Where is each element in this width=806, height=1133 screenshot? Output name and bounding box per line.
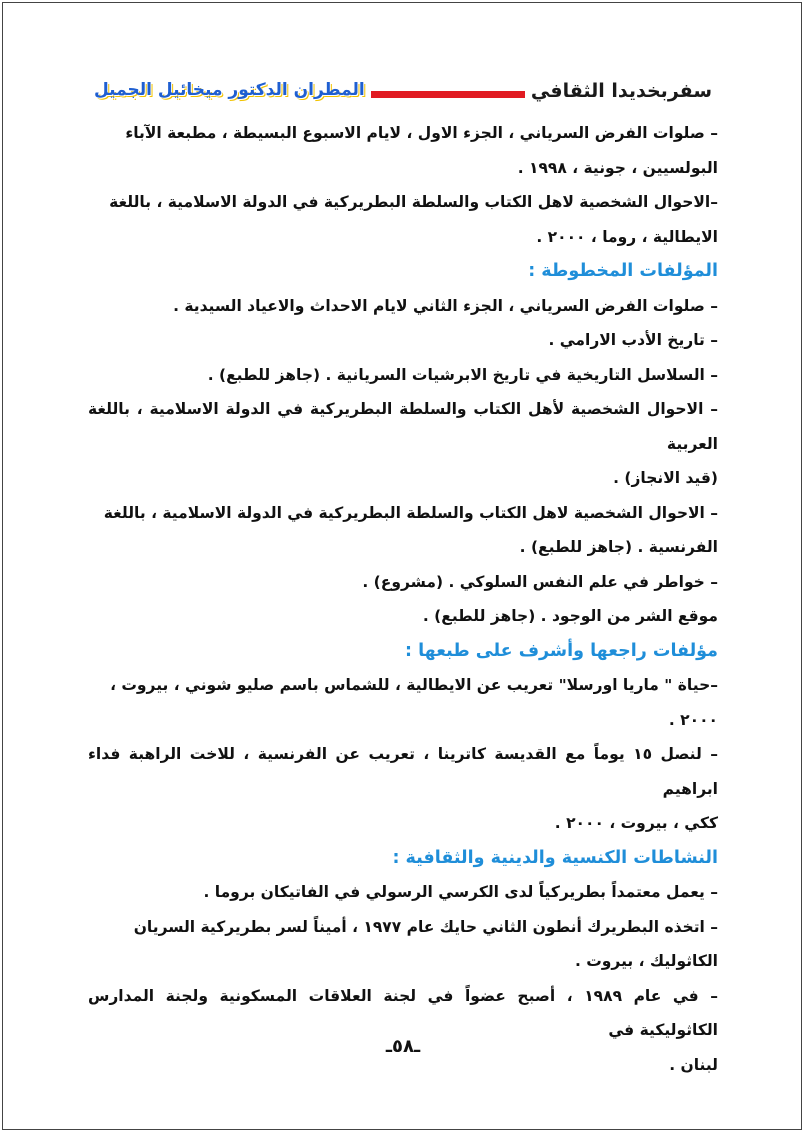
text-line: موقع الشر من الوجود . (جاهز للطبع) .	[422, 607, 718, 625]
page-number: ـ٥٨ـ	[385, 1036, 421, 1057]
section-heading-reviewed-works: مؤلفات راجعها وأشرف على طبعها :	[404, 640, 718, 661]
text-line: – الاحوال الشخصية لأهل الكتاب والسلطة البطريركية في الدولة الاسلامية ، باللغة العربية	[88, 400, 718, 453]
text-line: – تاريخ الأدب الارامي .	[548, 331, 718, 349]
text-line: – يعمل معتمداً بطريركياً لدى الكرسي الرسولي في الفاتيكان بروما .	[203, 883, 718, 901]
page-content	[88, 116, 718, 1082]
text-line: الفرنسية . (جاهز للطبع) .	[519, 538, 718, 556]
text-line: – صلوات الفرض السرياني ، الجزء الثاني لايام الاحداث والاعياد السيدية .	[173, 296, 718, 315]
text-line: – الاحوال الشخصية لاهل الكتاب والسلطة البطريركية في الدولة الاسلامية ، باللغة	[103, 503, 718, 522]
page-header	[88, 82, 718, 106]
text-line: ٢٠٠٠ .	[668, 710, 718, 729]
section-heading-activities: النشاطات الكنسية والدينية والثقافية :	[392, 847, 718, 868]
text-line: – خواطر في علم النفس السلوكي . (مشروع) .	[362, 572, 718, 591]
text-line: – صلوات الفرض السرياني ، الجزء الاول ، لايام الاسبوع البسيطة ، مطبعة الآباء	[125, 124, 718, 142]
text-line: ككي ، بيروت ، ٢٠٠٠ .	[554, 814, 718, 832]
text-line: – لنصل ١٥ يوماً مع القديسة كاترينا ، تعريب عن الفرنسية ، للاخت الراهبة فداء ابراهيم	[88, 745, 718, 798]
text-line: لبنان .	[669, 1055, 718, 1074]
text-line: –الاحوال الشخصية لاهل الكتاب والسلطة البطريركية في الدولة الاسلامية ، باللغة	[109, 193, 718, 211]
text-line: (قيد الانجاز) .	[613, 469, 718, 487]
text-line: البولسيين ، جونية ، ١٩٩٨ .	[517, 158, 718, 177]
section-heading-manuscripts: المؤلفات المخطوطة :	[528, 261, 718, 281]
text-line: الكاثوليك ، بيروت .	[574, 952, 718, 970]
text-line: الايطالية ، روما ، ٢٠٠٠ .	[536, 227, 718, 246]
text-line: – السلاسل التاريخية في تاريخ الابرشيات السريانية . (جاهز للطبع) .	[207, 365, 718, 384]
text-line: –حياة " ماريا اورسلا" تعريب عن الايطالية ، للشماس باسم صليو شوني ، بيروت ،	[110, 676, 718, 694]
header-book-title: سفربخديدا الثقافي	[525, 80, 718, 102]
text-line: – في عام ١٩٨٩ ، أصبح عضواً في لجنة العلاقات المسكونية ولجنة المدارس الكاثوليكية في	[88, 986, 718, 1039]
text-line: – اتخذه البطريرك أنطون الثاني حايك عام ١٩٧٧ ، أميناً لسر بطريركية السريان	[133, 917, 718, 936]
header-author-name: المطران الدكتور ميخائيل الجميل	[88, 80, 371, 100]
